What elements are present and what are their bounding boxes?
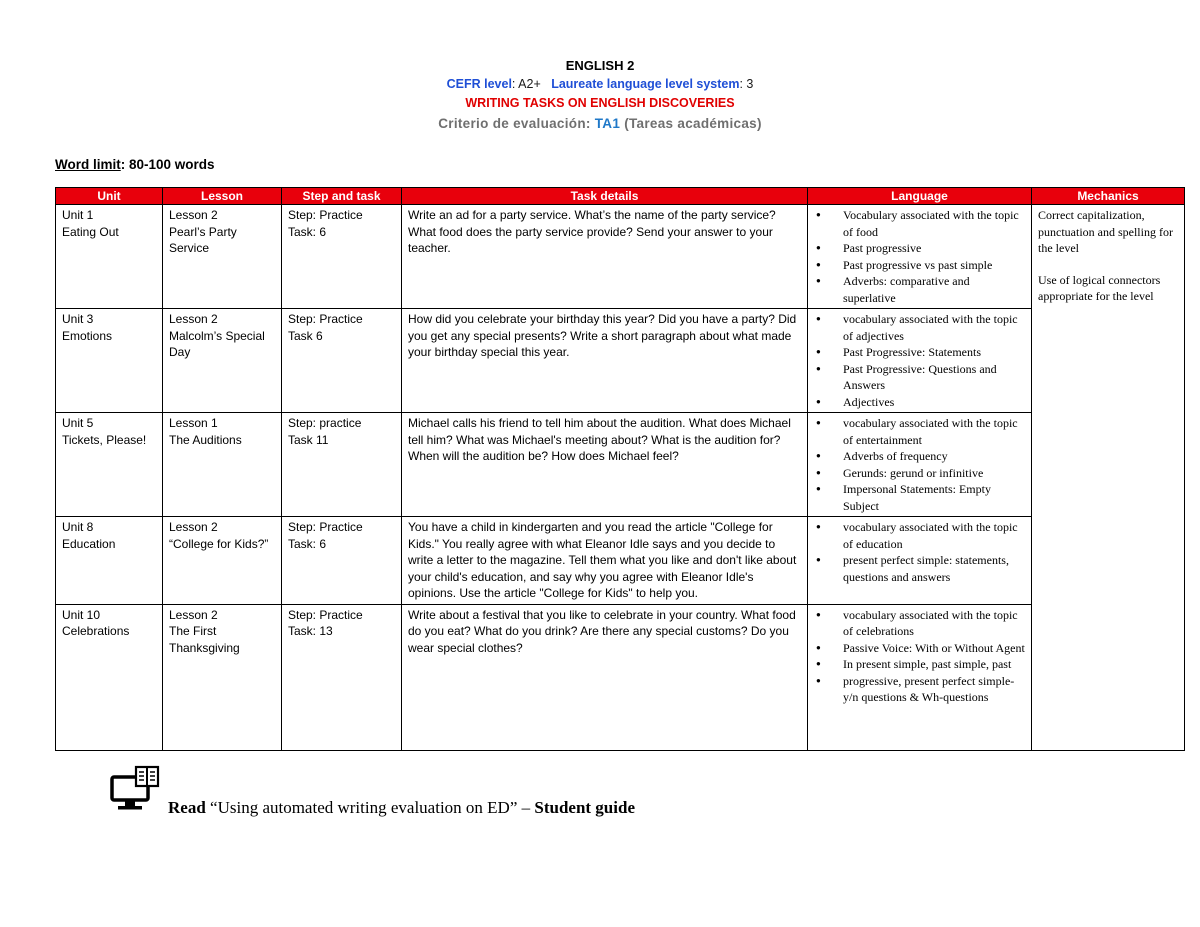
mechanics-item: Use of logical connectors appropriate for the level	[1038, 272, 1161, 303]
details-cell: How did you celebrate your birthday this year? Did you have a party? Did you get any special presents? Write a short paragraph about what made your birthday special this year.	[402, 309, 808, 413]
read-text	[168, 798, 635, 818]
table-row	[56, 309, 1185, 413]
step-cell: Step: practice Task 11	[282, 413, 402, 517]
course-title: ENGLISH 2	[565, 58, 635, 73]
header-language: Language	[808, 188, 1032, 205]
computer-book-icon	[110, 765, 160, 811]
language-cell	[808, 517, 1032, 605]
language-cell	[808, 309, 1032, 413]
lesson-cell: Lesson 2 The First Thanksgiving	[163, 604, 282, 750]
header-lesson: Lesson	[163, 188, 282, 205]
writing-tasks-table	[55, 187, 1185, 751]
details-cell: Michael calls his friend to tell him about the audition. What does Michael tell him? What was Michael's meeting about? What is the audition for? When will the audition be? How does Michael feel?	[402, 413, 808, 517]
table-header-row	[56, 188, 1185, 205]
list-item: ● Gerunds: gerund or infinitive	[814, 465, 1025, 482]
table-row	[56, 205, 1185, 309]
table-row	[56, 604, 1185, 750]
unit-cell: Unit 1 Eating Out	[56, 205, 163, 309]
header-unit: Unit	[56, 188, 163, 205]
lesson-cell: Lesson 2 Pearl’s Party Service	[163, 205, 282, 309]
list-item: ● In present simple, past simple, past	[814, 656, 1025, 673]
list-item: ● Vocabulary associated with the topic of food	[814, 207, 1025, 240]
list-item: ● vocabulary associated with the topic of celebrations	[814, 607, 1025, 640]
list-item: ● vocabulary associated with the topic of adjectives	[814, 311, 1025, 344]
step-cell: Step: Practice Task: 6	[282, 517, 402, 605]
table-row	[56, 517, 1185, 605]
read-suffix: Student guide	[534, 798, 635, 817]
table-row	[56, 413, 1185, 517]
lesson-cell: Lesson 2 Malcolm’s Special Day	[163, 309, 282, 413]
unit-cell: Unit 10 Celebrations	[56, 604, 163, 750]
language-cell	[808, 604, 1032, 750]
step-cell: Step: Practice Task: 13	[282, 604, 402, 750]
language-cell	[808, 413, 1032, 517]
unit-cell: Unit 3 Emotions	[56, 309, 163, 413]
step-cell: Step: Practice Task: 6	[282, 205, 402, 309]
criteria-code: TA1	[594, 116, 621, 131]
list-item: ● Impersonal Statements: Empty Subject	[814, 481, 1025, 514]
word-limit	[55, 157, 215, 172]
laureate-label: Laureate language level system	[551, 77, 740, 91]
header-details: Task details	[402, 188, 808, 205]
laureate-value: : 3	[739, 77, 754, 91]
unit-cell: Unit 8 Education	[56, 517, 163, 605]
criteria-line	[0, 116, 1200, 131]
criteria-label: Criterio de evaluación:	[438, 116, 591, 131]
list-item: ● Adverbs of frequency	[814, 448, 1025, 465]
list-item: ● present perfect simple: statements, questions and answers	[814, 552, 1025, 585]
lesson-cell: Lesson 1 The Auditions	[163, 413, 282, 517]
list-item: ● vocabulary associated with the topic of education	[814, 519, 1025, 552]
list-item: ● Past progressive vs past simple	[814, 257, 1025, 274]
mechanics-cell	[1032, 205, 1185, 751]
step-cell: Step: Practice Task 6	[282, 309, 402, 413]
cefr-label: CEFR level	[446, 77, 512, 91]
language-cell	[808, 205, 1032, 309]
list-item: ● progressive, present perfect simple- y/n questions & Wh-questions	[814, 673, 1025, 706]
lesson-cell: Lesson 2 “College for Kids?”	[163, 517, 282, 605]
mechanics-item: Correct capitalization, punctuation and spelling for the level	[1038, 208, 1173, 255]
read-label: Read	[168, 798, 206, 817]
list-item: ● vocabulary associated with the topic of entertainment	[814, 415, 1025, 448]
list-item: ● Passive Voice: With or Without Agent	[814, 640, 1025, 657]
details-cell: Write about a festival that you like to celebrate in your country. What food do you eat? What do you drink? Are there any special customs? Do you wear special clothes?	[402, 604, 808, 750]
header-step: Step and task	[282, 188, 402, 205]
word-limit-value: : 80-100 words	[120, 157, 215, 172]
document-subtitle: WRITING TASKS ON ENGLISH DISCOVERIES	[465, 96, 735, 110]
level-line	[0, 77, 1200, 91]
list-item: ● Past Progressive: Questions and Answers	[814, 361, 1025, 394]
word-limit-label: Word limit	[55, 157, 121, 172]
header-mechanics: Mechanics	[1032, 188, 1185, 205]
unit-cell: Unit 5 Tickets, Please!	[56, 413, 163, 517]
list-item: ● Past Progressive: Statements	[814, 344, 1025, 361]
cefr-value: : A2+	[511, 77, 541, 91]
details-cell: Write an ad for a party service. What’s the name of the party service? What food does the party service provide? Send your answer to your teacher.	[402, 205, 808, 309]
read-title: “Using automated writing evaluation on ED” –	[210, 798, 531, 817]
list-item: ● Past progressive	[814, 240, 1025, 257]
list-item: ● Adverbs: comparative and superlative	[814, 273, 1025, 306]
details-cell: You have a child in kindergarten and you read the article "College for Kids." You really agree with what Eleanor Idle says and you decide to write a letter to the magazine. Tell them what you like and don't like about your child's education, and say why you agree with Eleanor Idle's opinions. Use the article "College for Kids" to help you.	[402, 517, 808, 605]
criteria-desc: (Tareas académicas)	[624, 116, 762, 131]
list-item: ● Adjectives	[814, 394, 1025, 411]
